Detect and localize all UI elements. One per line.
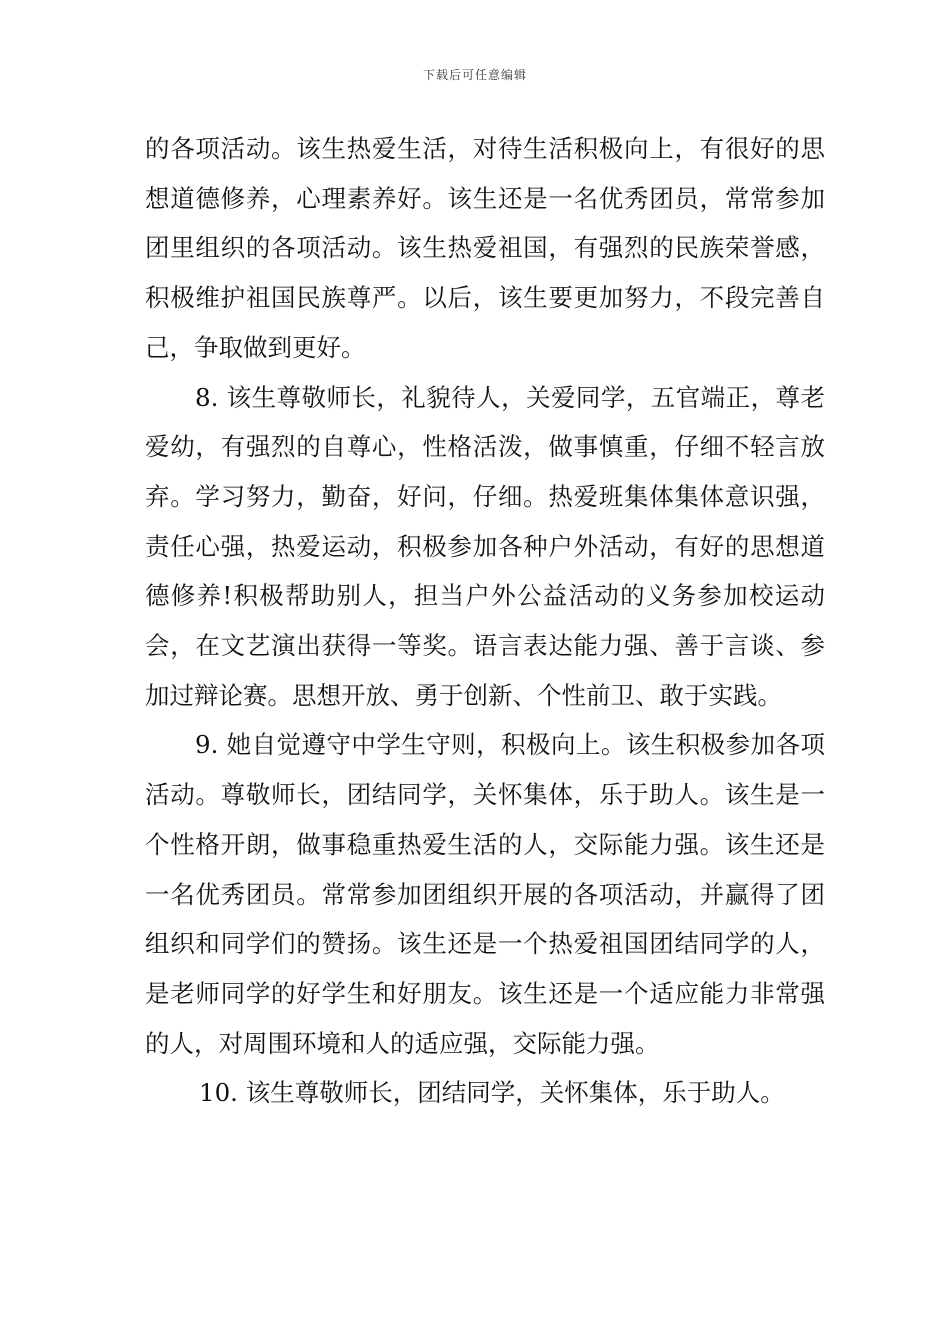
document-body [145,124,825,1118]
paragraph-item-10: 10. 该生尊敬师长，团结同学，关怀集体，乐于助人。 [199,1078,785,1108]
paragraph-item-8: 8. 该生尊敬师长，礼貌待人，关爱同学，五官端正，尊老爱幼，有强烈的自尊心，性格活泼，做事慎重，仔细不轻言放弃。学习努力，勤奋，好问，仔细。热爱班集体集体意识强，责任心强，热爱运动，积极参加各种户外活动，有好的思想道德修养!积极帮助别人，担当户外公益活动的义务参加校运动会，在文艺演出获得一等奖。语言表达能力强、善于言谈、参加过辩论赛。思想开放、勇于创新、个性前卫、敢于实践。 [145,382,825,710]
page-header: 下载后可任意编辑 [422,68,527,82]
paragraph-continuation: 的各项活动。该生热爱生活，对待生活积极向上，有很好的思想道德修养，心理素养好。该生还是一名优秀团员，常常参加团里组织的各项活动。该生热爱祖国，有强烈的民族荣誉感，积极维护祖国民族尊严。以后，该生要更加努力，不段完善自己，争取做到更好。 [145,134,825,362]
paragraph-item-9: 9. 她自觉遵守中学生守则，积极向上。该生积极参加各项活动。尊敬师长，团结同学，关怀集体，乐于助人。该生是一个性格开朗，做事稳重热爱生活的人，交际能力强。该生还是一名优秀团员。常常参加团组织开展的各项活动，并赢得了团组织和同学们的赞扬。该生还是一个热爱祖国团结同学的人，是老师同学的好学生和好朋友。该生还是一个适应能力非常强的人，对周围环境和人的适应强，交际能力强。 [145,730,825,1058]
